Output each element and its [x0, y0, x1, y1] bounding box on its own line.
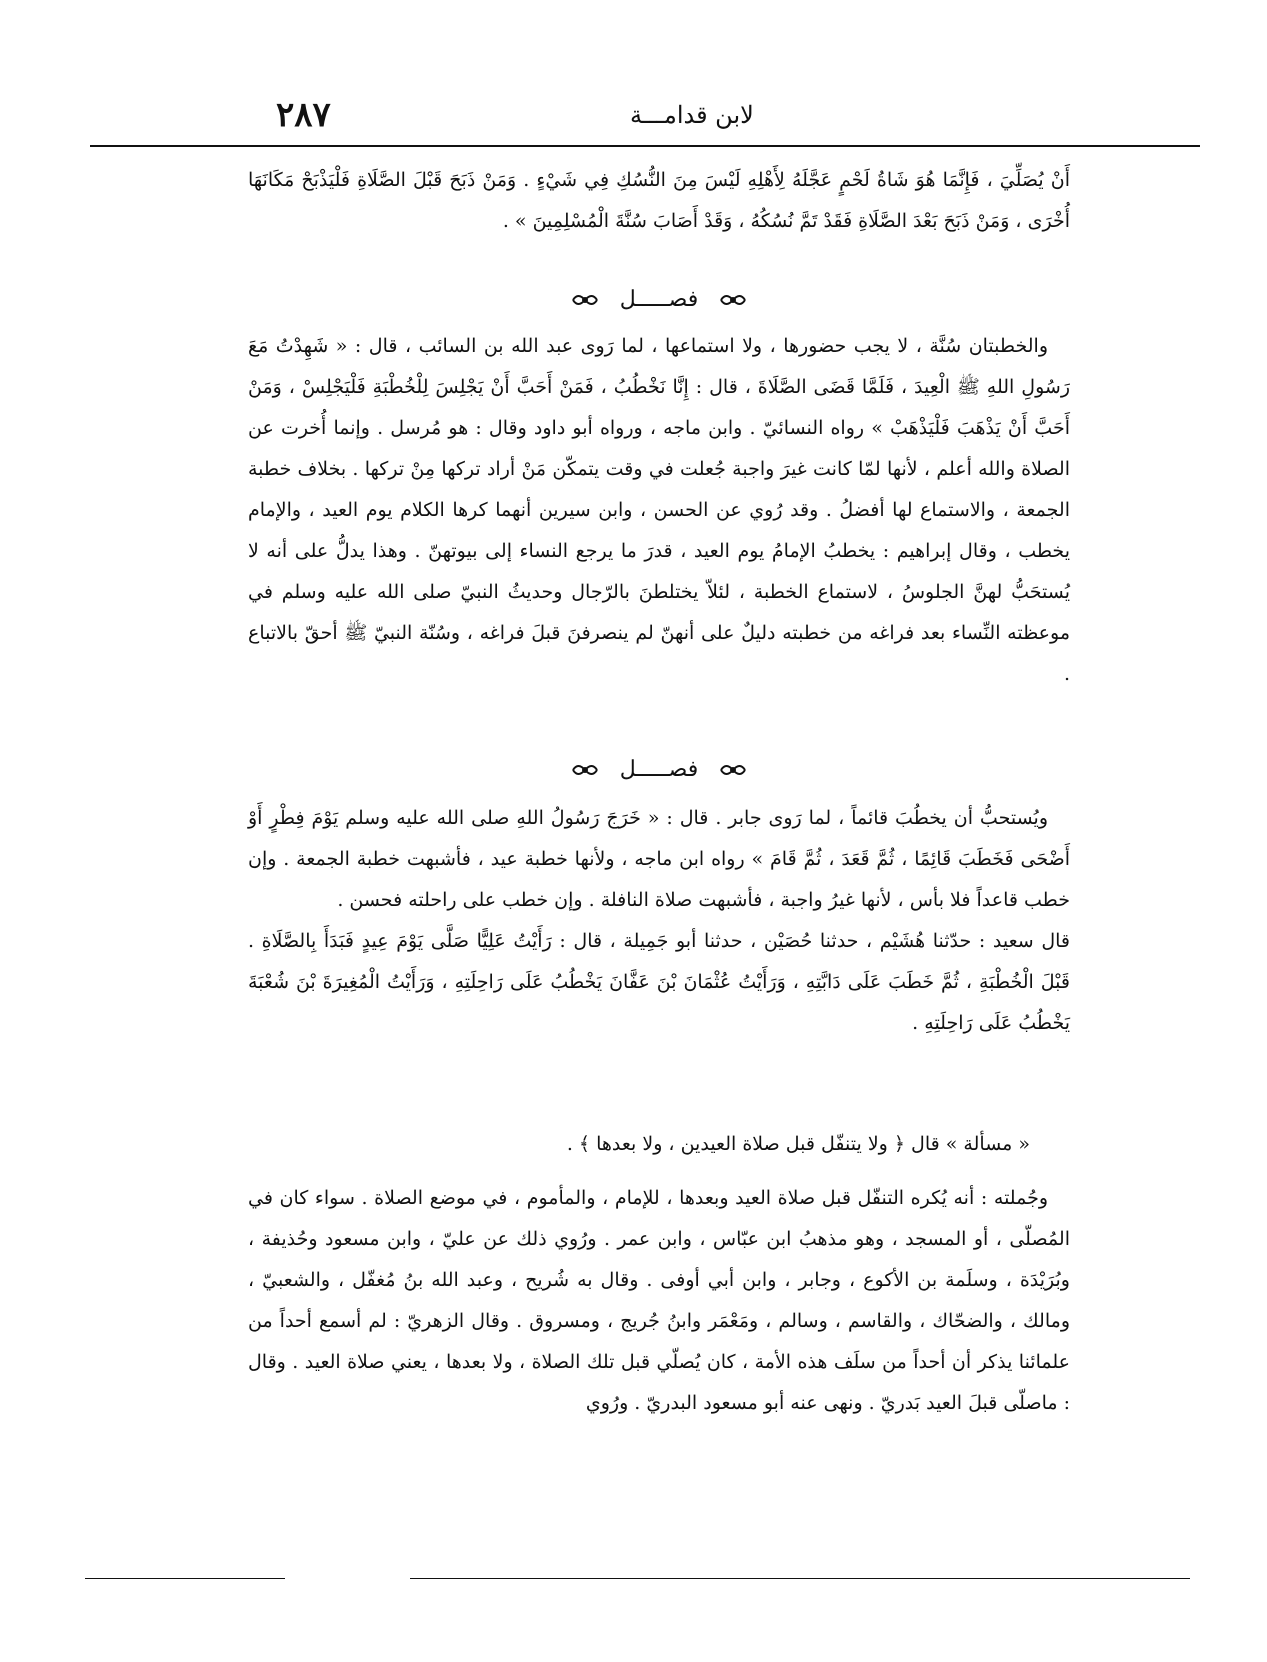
paragraph: وجُملته : أنه يُكره التنفّل قبل صلاة العيد وبعدها ، للإمام ، والمأموم ، في موضع الصلاة . سواء كان في المُصلّى ، أو المسجد ، وهو مذهبُ ابن عبّاس ، وابن عمر . ورُوي ذلك عن عليّ ، وابن مسعود وحُذيفة ، وبُرَيْدَة ، وسلَمة بن الأكوع ، وجابر ، وابن أبي أوفى . وقال به شُريح ، وعبد الله بنُ مُغفّل ، والشعبيّ ، ومالك ، والضحّاك ، والقاسم ، وسالم ، ومَعْمَر وابنُ جُريج ، ومسروق . وقال الزهريّ : لم أسمع أحداً من علمائنا يذكر أن أحداً من سلَف هذه الأمة ، كان يُصلّي قبل تلك الصلاة ، ولا بعدها ، يعني صلاة العيد . وقال : ماصلّى قبلَ العيد بَدريّ . ونهى عنه أبو مسعود البدريّ . ورُوي [248, 1187, 1070, 1414]
header-rule [90, 145, 1200, 147]
running-title: لابن قدامـــة [630, 101, 754, 129]
heading-label: فصـــــل [619, 757, 699, 782]
section-heading [248, 752, 1070, 788]
arabesque-ornament-icon [571, 760, 599, 780]
paragraph: والخطبتان سُنَّة ، لا يجب حضورها ، ولا استماعها ، لما رَوى عبد الله بن السائب ، قال : « شَهِدْتُ مَعَ رَسُولِ اللهِ ﷺ الْعِيدَ ، فَلَمَّا قَضَى الصَّلَاةَ ، قال : إِنَّا نَخْطُبُ ، فَمَنْ أَحَبَّ أَنْ يَجْلِسَ لِلْخُطْبَةِ فَلْيَجْلِسْ ، وَمَنْ أَحَبَّ أَنْ يَذْهَبَ فَلْيَذْهَبْ » رواه النسائيّ . وابن ماجه ، ورواه أبو داود وقال : هو مُرسل . وإنما أُخرت عن الصلاة والله أعلم ، لأنها لمّا كانت غيرَ واجبة جُعلت في وقت يتمكّن مَنْ أراد تركها مِنْ تركها . بخلاف خطبة الجمعة ، والاستماع لها أفضلُ . وقد رُوي عن الحسن ، وابن سيرين أنهما كرها الكلام يوم العيد ، والإمام يخطب ، وقال إبراهيم : يخطبُ الإمامُ يوم العيد ، قدرَ ما يرجع النساء إلى بيوتهنّ . وهذا يدلُّ على أنه لا يُستحَبُّ لهنَّ الجلوسُ ، لاستماع الخطبة ، لئلاّ يختلطنَ بالرّجال وحديثُ النبيّ صلى الله عليه وسلم في موعظته النِّساء بعد فراغه من خطبته دليلٌ على أنهنّ لم ينصرفنَ قبلَ فراغه ، وسُنّة النبيّ ﷺ أحقّ بالاتباع . [248, 335, 1070, 685]
masala-line [248, 1124, 1070, 1165]
section2-text [248, 798, 1070, 1044]
footer-rule-left [85, 1578, 285, 1579]
paragraph: ويُستحبُّ أن يخطُبَ قائماً ، لما رَوى جابر . قال : « خَرَجَ رَسُولُ اللهِ صلى الله عليه وسلم يَوْمَ فِطْرٍ أَوْ أَضْحَى فَخَطَبَ قَائِمًا ، ثُمَّ قَعَدَ ، ثُمَّ قَامَ » رواه ابن ماجه ، ولأنها خطبة عيد ، فأشبهت خطبة الجمعة . وإن خطب قاعداً فلا بأس ، لأنها غيرُ واجبة ، فأشبهت صلاة النافلة . وإن خطب على راحلته فحسن . [248, 807, 1070, 911]
intro-text [248, 160, 1070, 242]
paragraph: أَنْ يُصَلِّيَ ، فَإِنَّمَا هُوَ شَاةُ لَحْمٍ عَجَّلَهُ لِأَهْلِهِ لَيْسَ مِنَ النُّسُكِ فِي شَيْءٍ . وَمَنْ ذَبَحَ قَبْلَ الصَّلَاةِ فَلْيَذْبَحْ مَكَانَهَا أُخْرَى ، وَمَنْ ذَبَحَ بَعْدَ الصَّلَاةِ فَقَدْ تَمَّ نُسُكُهُ ، وَقَدْ أَصَابَ سُنَّةَ الْمُسْلِمِينَ » . [248, 169, 1070, 232]
footer-rule-right [410, 1578, 1190, 1579]
arabesque-ornament-icon [571, 290, 599, 310]
page-number: ٢٨٧ [276, 95, 331, 135]
arabesque-ornament-icon [719, 290, 747, 310]
section3-text [248, 1178, 1070, 1424]
masala-text: « مسألة » قال ﴿ ولا يتنفّل قبل صلاة العيدين ، ولا بعدها ﴾ . [566, 1133, 1030, 1155]
page-header [90, 95, 1200, 147]
section1-text [248, 326, 1070, 695]
heading-label: فصـــــل [619, 287, 699, 312]
section-heading [248, 282, 1070, 318]
paragraph: قال سعيد : حدّثنا هُشَيْم ، حدثنا حُصَيْن ، حدثنا أبو جَمِيلة ، قال : رَأَيْتُ عَلِيًّا صَلَّى يَوْمَ عِيدٍ فَبَدَأَ بِالصَّلَاةِ . قَبْلَ الْخُطْبَةِ ، ثُمَّ خَطَبَ عَلَى دَابَّتِهِ ، وَرَأَيْتُ عُثْمَانَ بْنَ عَفَّانَ يَخْطُبُ عَلَى رَاحِلَتِهِ ، وَرَأَيْتُ الْمُغِيرَةَ بْنَ شُعْبَةَ يَخْطُبُ عَلَى رَاحِلَتِهِ . [248, 930, 1070, 1034]
arabesque-ornament-icon [719, 760, 747, 780]
